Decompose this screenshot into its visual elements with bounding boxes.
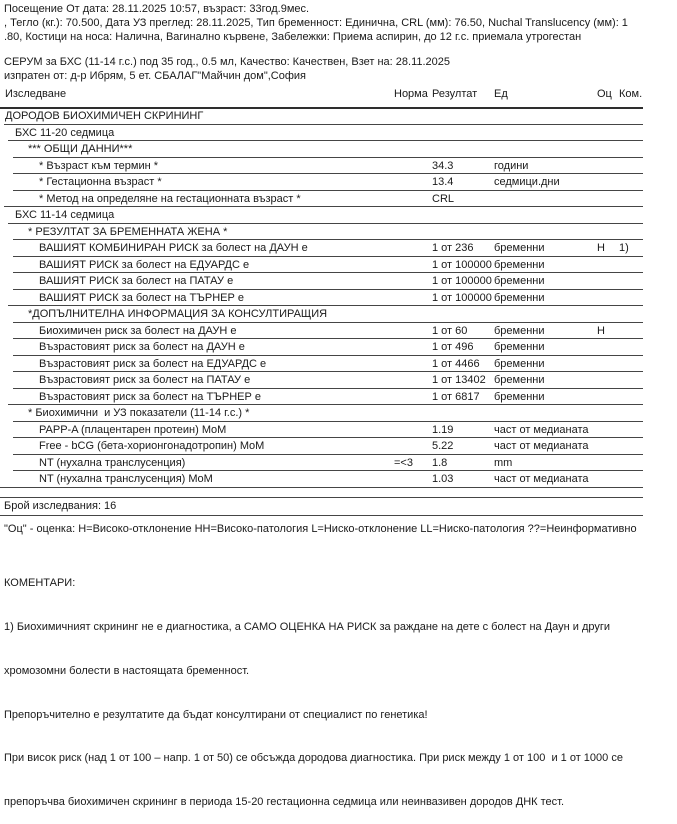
table-row: [0, 355, 643, 372]
row-unit: седмици.дни: [494, 176, 560, 189]
grade-legend: "Оц" - оценка: H=Високо-отклонение HH=Високо-патология L=Ниско-отклонение LL=Ниско-патология ??=Неинформативно: [4, 523, 637, 535]
table-row-group-title: [0, 206, 643, 223]
table-row: [0, 437, 643, 454]
row-label: Възрастовият риск за болест на ПАТАУ е: [39, 374, 251, 387]
table-row: [0, 173, 643, 190]
row-divider: [13, 388, 643, 389]
row-label: * Метод на определяне на гестационната възраст *: [39, 192, 301, 205]
row-divider: [0, 107, 643, 109]
row-label: Възрастовият риск за болест на ТЪРНЕР е: [39, 390, 262, 403]
table-row: [0, 421, 643, 438]
row-divider: [13, 421, 643, 422]
row-divider: [8, 305, 643, 306]
row-result: 1.8: [432, 456, 448, 469]
row-label: PAPP-A (плацентарен протеин) MoM: [39, 423, 227, 436]
row-result: 1.19: [432, 423, 454, 436]
row-label: * Възраст към термин *: [39, 159, 158, 172]
row-unit: бременни: [494, 374, 545, 387]
row-unit: бременни: [494, 275, 545, 288]
row-result: 1 от 100000: [432, 275, 492, 288]
comments-title: КОМЕНТАРИ:: [4, 577, 76, 590]
row-divider: [8, 223, 643, 224]
row-result: 1.03: [432, 473, 454, 486]
visit-header-line-3: .80, Костици на носа: Налична, Вагинално кървене, Забележки: Приема аспирин, до 12 г.с. приемала утрогестан: [4, 31, 582, 43]
row-label: БХС 11-20 седмица: [15, 126, 115, 139]
row-divider: [8, 404, 643, 405]
row-result: 34.3: [432, 159, 454, 172]
row-label: ВАШИЯТ РИСК за болест на ПАТАУ е: [39, 275, 234, 288]
row-label: *ДОПЪЛНИТЕЛНА ИНФОРМАЦИЯ ЗА КОНСУЛТИРАЩИЯ: [28, 308, 328, 321]
row-label: * РЕЗУЛТАТ ЗА БРЕМЕННАТА ЖЕНА *: [28, 225, 228, 238]
row-divider: [13, 190, 643, 191]
table-row: [0, 157, 643, 174]
row-result: 1 от 236: [432, 242, 474, 255]
row-divider: [13, 437, 643, 438]
column-header-unit: Ед: [494, 88, 508, 100]
row-divider: [13, 355, 643, 356]
row-unit: част от медианата: [494, 440, 589, 453]
visit-header-line-2: , Тегло (кг.): 70.500, Дата УЗ преглед: 28.11.2025, Тип бременност: Единична, CRL (мм): 76.50, Nuchal Translucency (мм): 1: [4, 17, 628, 29]
column-header-result: Резултат: [432, 88, 478, 100]
table-bottom-line: [0, 487, 643, 488]
row-result: 1 от 6817: [432, 390, 480, 403]
column-header-comment: Ком.: [619, 88, 643, 100]
row-divider: [4, 206, 643, 207]
row-label: ВАШИЯТ РИСК за болест на ТЪРНЕР е: [39, 291, 244, 304]
table-row-group-title: [0, 305, 643, 322]
row-label: Free - bCG (бета-хорионгонадотропин) MoM: [39, 440, 265, 453]
table-row-group-title: [0, 124, 643, 141]
row-label: ДОРОДОВ БИОХИМИЧЕН СКРИНИНГ: [5, 110, 204, 122]
row-divider: [13, 239, 643, 240]
row-label: *** ОБЩИ ДАННИ***: [28, 143, 133, 156]
row-unit: част от медианата: [494, 473, 589, 486]
table-row: [0, 470, 643, 487]
table-row: [0, 371, 643, 388]
table-row: [0, 239, 643, 256]
row-result: 1 от 100000: [432, 291, 492, 304]
table-row-group-title: [0, 140, 643, 157]
table-row-group-title: [0, 107, 643, 124]
row-unit: бременни: [494, 324, 545, 337]
row-divider: [13, 157, 643, 158]
table-row: [0, 190, 643, 207]
count-block-bottom-line: [0, 515, 643, 516]
table-row-group-title: [0, 404, 643, 421]
table-row: [0, 454, 643, 471]
row-result: 1 от 13402: [432, 374, 486, 387]
row-divider: [8, 140, 643, 141]
row-unit: бременни: [494, 291, 545, 304]
row-result: 1 от 496: [432, 341, 474, 354]
row-divider: [13, 454, 643, 455]
row-result: 1 от 60: [432, 324, 468, 337]
table-row: [0, 272, 643, 289]
table-row: [0, 338, 643, 355]
row-grade: Н: [597, 324, 605, 337]
row-unit: бременни: [494, 390, 545, 403]
row-unit: бременни: [494, 341, 545, 354]
table-row: [0, 289, 643, 306]
comment-line: хромозомни болести в настоящата бременност.: [4, 664, 250, 677]
row-unit: бременни: [494, 242, 545, 255]
row-label: БХС 11-14 седмица: [15, 209, 115, 222]
row-label: Биохимичен риск за болест на ДАУН е: [39, 324, 237, 337]
comment-line: препоръчва биохимичен скрининг в периода 15-20 гестационна седмица или неинвазивен дородов ДНК тест.: [4, 796, 565, 809]
comment-line: Препоръчително е резултатите да бъдат консултирани от специалист по генетика!: [4, 708, 428, 721]
row-result: 13.4: [432, 176, 454, 189]
row-comment-ref: 1): [619, 242, 629, 255]
count-block-top-line: [0, 497, 643, 498]
results-table: [0, 107, 643, 487]
column-header-test: Изследване: [5, 88, 67, 100]
row-divider: [13, 371, 643, 372]
column-header-grade: Оц: [597, 88, 612, 100]
comment-line: При висок риск (над 1 от 100 – напр. 1 от 50) се обсъжда дородова диагностика. При риск между 1 от 100 и 1 от 1000 се: [4, 752, 623, 765]
row-unit: част от медианата: [494, 423, 589, 436]
row-unit: години: [494, 159, 529, 172]
table-row: [0, 388, 643, 405]
serum-info-line: СЕРУМ за БХС (11-14 г.с.) под 35 год., 0.5 мл, Качество: Качествен, Взет на: 28.11.2025: [4, 56, 451, 68]
table-row-group-title: [0, 223, 643, 240]
table-row: [0, 322, 643, 339]
row-label: NT (нухална транслусенция): [39, 456, 186, 469]
row-label: Възрастовият риск за болест на ЕДУАРДС е: [39, 357, 267, 370]
row-unit: бременни: [494, 258, 545, 271]
comment-line: 1) Биохимичният скрининг не е диагностика, а САМО ОЦЕНКА НА РИСК за раждане на дете с болест на Даун и други: [4, 620, 611, 633]
test-count-line: Брой изследвания: 16: [4, 500, 117, 512]
table-row: [0, 256, 643, 273]
row-result: 5.22: [432, 440, 454, 453]
row-divider: [13, 173, 643, 174]
row-norm: =<3: [394, 456, 413, 469]
row-grade: Н: [597, 242, 605, 255]
row-divider: [13, 470, 643, 471]
table-header-row: [0, 88, 643, 104]
row-label: ВАШИЯТ КОМБИНИРАН РИСК за болест на ДАУН е: [39, 242, 308, 255]
row-divider: [4, 124, 643, 125]
row-result: 1 от 4466: [432, 357, 480, 370]
row-unit: mm: [494, 456, 513, 469]
row-divider: [13, 338, 643, 339]
visit-header-line-1: Посещение От дата: 28.11.2025 10:57, възраст: 33год.9мес.: [4, 3, 310, 15]
row-divider: [13, 272, 643, 273]
row-result: 1 от 100000: [432, 258, 492, 271]
row-label: * Биохимични и УЗ показатели (11-14 г.с.) *: [28, 407, 250, 420]
row-divider: [13, 322, 643, 323]
column-header-norm: Норма: [394, 88, 428, 100]
row-label: ВАШИЯТ РИСК за болест на ЕДУАРДС е: [39, 258, 250, 271]
row-result: CRL: [432, 192, 455, 205]
row-unit: бременни: [494, 357, 545, 370]
row-divider: [13, 289, 643, 290]
row-label: Възрастовият риск за болест на ДАУН е: [39, 341, 245, 354]
row-label: * Гестационна възраст *: [39, 176, 162, 189]
sender-info-line: изпратен от: д-р Ибрям, 5 ет. СБАЛАГ"Майчин дом",София: [4, 70, 307, 82]
row-divider: [13, 256, 643, 257]
row-label: NT (нухална транслусенция) MoM: [39, 473, 213, 486]
comments-block: [4, 547, 623, 824]
